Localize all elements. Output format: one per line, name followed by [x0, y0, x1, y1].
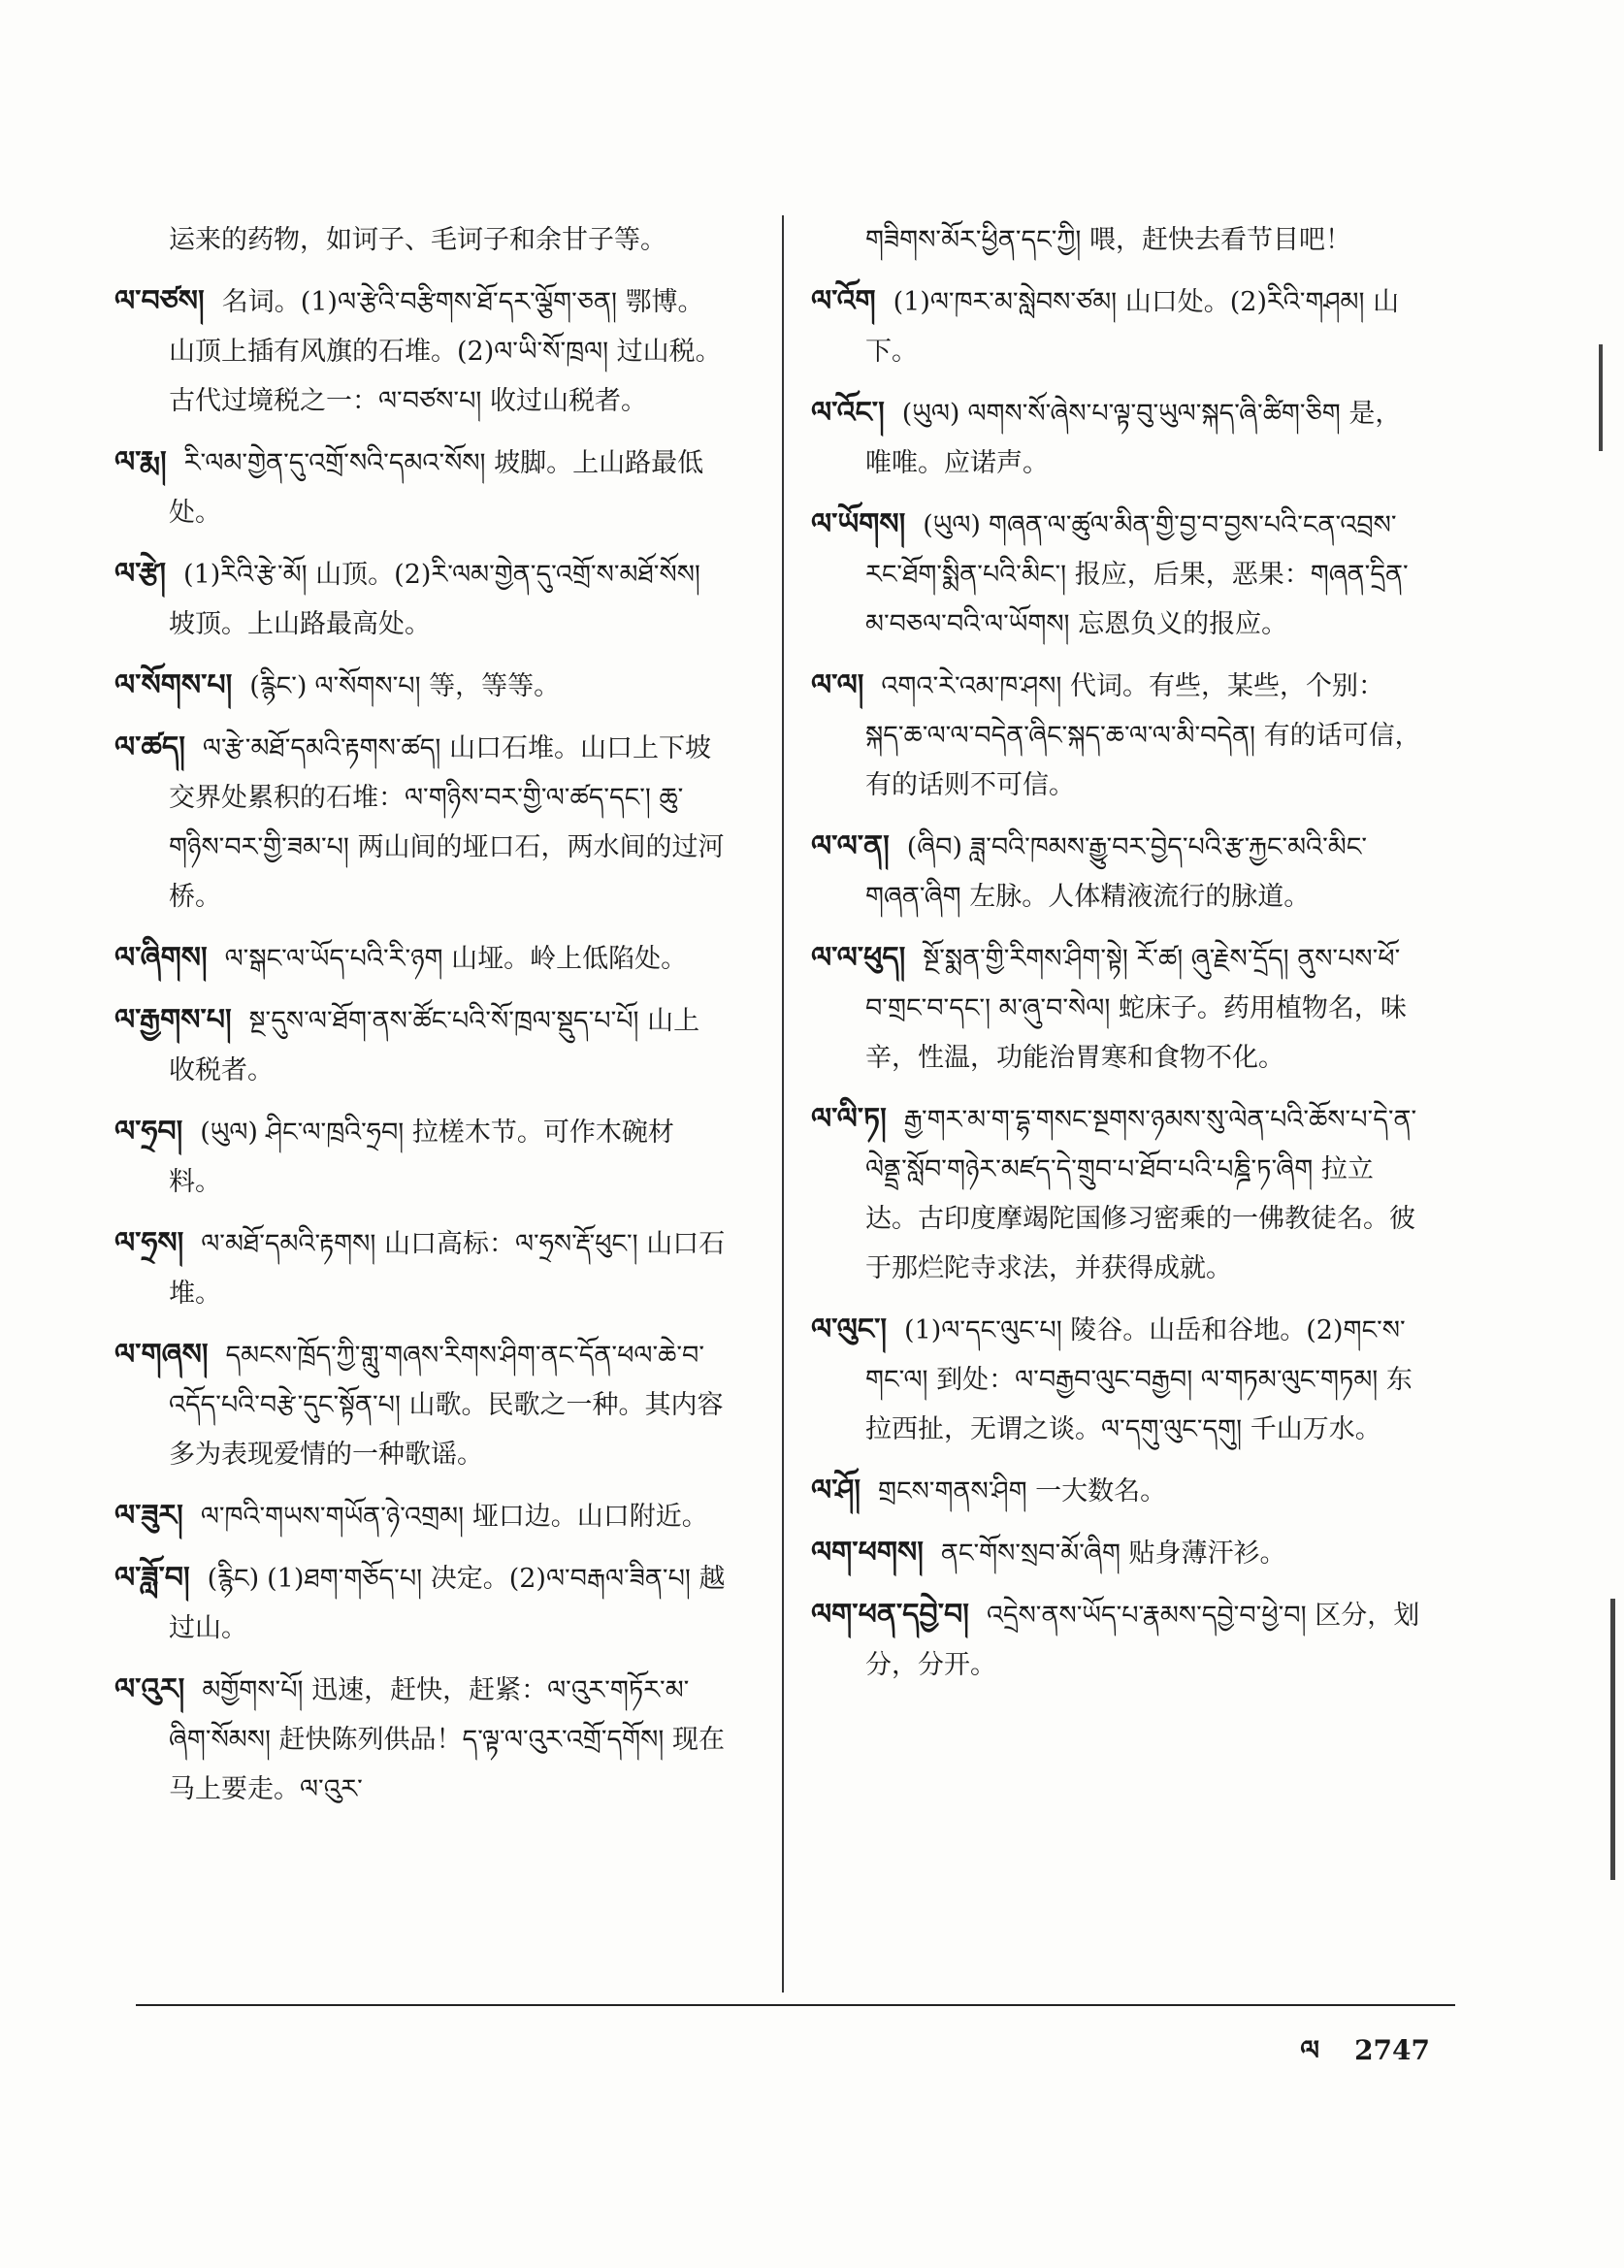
dictionary-entry	[811, 1305, 1422, 1454]
grammar-tag: (རྙིང་)	[249, 671, 308, 701]
definition: སྔོ་སྨན་གྱི་རིགས་ཤིག་སྟེ། རོ་ཚ། ཞུ་རྗེས་དྲོད། ནུས་པས་ཕོ་བ་གྲང་བ་དང་། མ་ཞུ་བ་སེལ། 蛇床子。药用植物名，味辛，性温，功能治胃寒和食物不化。	[865, 944, 1407, 1073]
grammar-tag: (རྙིང)	[207, 1564, 260, 1594]
dictionary-entry	[114, 549, 726, 649]
headword: ལ་ཟུར།	[114, 1499, 183, 1533]
headword: ལ་སོགས་པ།	[114, 668, 233, 702]
grammar-tag: (ཡུལ)	[901, 399, 960, 429]
headword: ལ་གཞས།	[114, 1338, 209, 1372]
column-divider	[782, 215, 784, 1993]
dictionary-entry	[811, 388, 1422, 488]
definition: རྒྱ་གར་མ་ག་དྷ་གསང་སྔགས་ཉམས་སུ་ལེན་པའི་ཆོས་པ་དེ་ན་ལེནྡྲ་སློབ་གཉེར་མཛད་དེ་གྲུབ་པ་ཐོབ་པའི་པཎྜི་ཏ་ཞིག 拉立达。古印度摩竭陀国修习密乘的一佛教徒名。彼于那烂陀寺求法，并获得成就。	[865, 1105, 1417, 1283]
dictionary-entry	[811, 661, 1422, 810]
dictionary-entry	[114, 995, 726, 1095]
headword: ལ་ལ་ན།	[811, 829, 890, 863]
headword: ལ་ལི་ཏ།	[811, 1102, 887, 1136]
definition: རི་ལམ་གྱེན་དུ་འགྲོ་སའི་དམའ་སོས། 坡脚。上山路最低处。	[169, 448, 704, 528]
scan-edge-mark	[1610, 1599, 1615, 1880]
headword: ལ་འོང་།	[811, 396, 885, 430]
dictionary-entry	[811, 933, 1422, 1083]
headword: ལ་ཧྲས།	[114, 1226, 184, 1260]
dictionary-entry	[114, 1491, 726, 1541]
dictionary-entry	[114, 933, 726, 984]
scan-edge-mark	[1599, 344, 1603, 451]
definition: (1)རིའི་རྩེ་མོ། 山顶。(2)རི་ལམ་གྱེན་དུ་འགྲོ་ས་མཐོ་སོས། 坡顶。上山路最高处。	[169, 560, 700, 639]
headword: ལ་འོག	[811, 284, 876, 318]
right-column	[811, 215, 1422, 1701]
dictionary-entry	[114, 1665, 726, 1814]
page-footer	[1265, 2020, 1430, 2096]
definition: མགྱོགས་པོ། 迅速，赶快，赶紧：ལ་འུར་གཏོར་མ་ཞིག་སོམས། 赶快陈列供品！ད་ལྟ་ལ་འུར་འགྲོ་དགོས། 现在马上要走。ལ་འུར་	[169, 1675, 725, 1804]
definition: སྔ་དུས་ལ་ཐོག་ནས་ཚོང་པའི་སོ་ཁྲལ་སྡུད་པ་པོ། 山上收税者。	[169, 1006, 700, 1085]
left-column	[114, 215, 726, 1826]
headword: ལ་ལུང་།	[811, 1312, 888, 1346]
entry-continuation: 运来的药物，如诃子、毛诃子和余甘子等。	[169, 225, 666, 255]
grammar-tag: (ཞིབ)	[906, 832, 963, 862]
dictionary-entry	[114, 276, 726, 426]
headword: ལ་བཙས།	[114, 284, 205, 318]
headword: ལ་ལ་ཕུད།	[811, 941, 906, 975]
headword: ལ་རྨ།	[114, 445, 167, 479]
headword: ལ་ཤོ།	[811, 1474, 861, 1507]
dictionary-entry	[114, 661, 726, 711]
definition: (1)ལ་དང་ལུང་པ། 陵谷。山岳和谷地。(2)གང་ས་གང་ལ། 到处：ལ་བརྒྱབ་ལུང་བརྒྱབ། ལ་གཏམ་ལུང་གཏམ། 东拉西扯，无谓之谈。ལ་དགུ་ལུང་དགུ། 千山万水。	[865, 1315, 1413, 1444]
definition: ཤིང་ལ་ཁྲའི་ཧྲབ། 拉槎木节。可作木碗材料。	[169, 1118, 674, 1197]
definition: ལ་སོགས་པ། 等，等等。	[314, 671, 561, 701]
dictionary-entry	[811, 1590, 1422, 1690]
definition: ལ་རྩེ་མཐོ་དམའི་རྟགས་ཚད། 山口石堆。山口上下坡交界处累积的石堆：ལ་གཉིས་བར་གྱི་ལ་ཚད་དང་། ཆུ་གཉིས་བར་གྱི་ཟམ་པ། 两山间的垭口石，两水间的过河桥。	[169, 733, 725, 912]
dictionary-entry	[811, 500, 1422, 649]
definition: ལ་སྒང་ལ་ཡོད་པའི་རི་ཉག 山垭。岭上低陷处。	[224, 944, 688, 974]
dictionary-entry	[114, 1553, 726, 1653]
dictionary-entry	[811, 1528, 1422, 1578]
definition: ནང་གོས་སྲབ་མོ་ཞིག 贴身薄汗衫。	[940, 1539, 1286, 1569]
headword: ལ་ཞིགས།	[114, 941, 208, 975]
definition: འགའ་རེ་འམ་ཁ་ཤས། 代词。有些，某些，个别：སྐད་ཆ་ལ་ལ་བདེན་ཞིང་སྐད་ཆ་ལ་ལ་མི་བདེན། 有的话可信，有的话则不可信。	[865, 671, 1421, 800]
definition: འདྲེས་ནས་ཡོད་པ་རྣམས་དབྱེ་བ་ཕྱེ་བ། 区分，划分，分开。	[865, 1601, 1420, 1680]
footer-letter: ལ	[1300, 2034, 1320, 2066]
headword: ལ་ཧྲབ།	[114, 1115, 183, 1149]
definition: གཞན་ལ་ཚུལ་མིན་གྱི་བྱ་བ་བྱས་པའི་ངན་འབྲས་རང་ཐོག་སྨིན་པའི་མིང་། 报应，后果，恶果：གཞན་དྲིན་མ་བཅལ་བའི་ལ་ཡོགས། 忘恩负义的报应。	[865, 510, 1409, 639]
definition: གྲངས་གནས་ཤིག 一大数名。	[878, 1476, 1167, 1507]
headword: ལག་ཕན་དབྱེ་བ།	[811, 1598, 969, 1632]
grammar-tag: (ཡུལ)	[200, 1118, 258, 1148]
dictionary-entry	[811, 822, 1422, 922]
definition: 名词。(1)ལ་རྩེའི་བརྩིགས་ཐོ་དར་ལྕོག་ཅན། 鄂博。山顶上插有风旗的石堆。(2)ལ་ཡི་སོ་ཁྲལ། 过山税。古代过境税之一：ལ་བཙས་པ། 收过山税者。	[169, 287, 722, 416]
grammar-tag: (ཡུལ)	[923, 510, 981, 540]
dictionary-entry	[114, 437, 726, 537]
definition: དམངས་ཁྲོད་ཀྱི་གླུ་གཞས་རིགས་ཤིག་ནང་དོན་ཕལ་ཆེ་བ་འདོད་པའི་བརྩེ་དུང་སྟོན་པ། 山歌。民歌之一种。其内容多为表现爱情的一种歌谣。	[169, 1341, 724, 1470]
headword: ལ་འུར།	[114, 1672, 185, 1706]
headword: ལ་ལ།	[811, 668, 864, 702]
headword: ལག་ཕགས།	[811, 1536, 924, 1570]
dictionary-entry	[811, 1094, 1422, 1293]
dictionary-entry	[114, 723, 726, 922]
definition: (1)ལ་ཁར་མ་སླེབས་ཙམ། 山口处。(2)རིའི་གཤམ། 山下。	[865, 287, 1400, 367]
dictionary-entry	[114, 1107, 726, 1207]
dictionary-entry	[114, 1218, 726, 1318]
headword: ལ་ཚད།	[114, 730, 185, 764]
headword: ལ་ཟློ་བ།	[114, 1561, 190, 1595]
definition: ལ་ཁའི་གཡས་གཡོན་ཉེ་འགྲམ། 垭口边。山口附近。	[200, 1502, 708, 1532]
headword: ལ་ཡོགས།	[811, 507, 906, 541]
definition: (1)ཐག་གཅོད་པ། 决定。(2)ལ་བརྒལ་ཟིན་པ། 越过山。	[169, 1564, 726, 1643]
entry-continuation: གཟིགས་མོར་ཕྱིན་དང་ཀྱི། 喂，赶快去看节目吧！	[865, 225, 1351, 255]
headword: ལ་རྩེ།	[114, 557, 167, 591]
dictionary-entry	[811, 1466, 1422, 1516]
definition: ཟླ་བའི་ཁམས་རྒྱུ་བར་བྱེད་པའི་རྩ་རྐྱང་མའི་མིང་གཞན་ཞིག 左脉。人体精液流行的脉道。	[865, 832, 1368, 912]
footer-rule	[136, 2004, 1455, 2006]
definition: ལགས་སོ་ཞེས་པ་ལྟ་བུ་ཡུལ་སྐད་ཞི་ཚིག་ཅིག 是，唯唯。应诺声。	[865, 399, 1402, 478]
definition: ལ་མཐོ་དམའི་རྟགས། 山口高标：ལ་ཧྲས་རྡོ་ཕུང་། 山口石堆。	[169, 1229, 726, 1309]
dictionary-entry	[811, 276, 1422, 376]
page-number: 2747	[1354, 2034, 1430, 2066]
headword: ལ་རྒྱགས་པ།	[114, 1003, 232, 1037]
dictionary-entry	[114, 1330, 726, 1479]
